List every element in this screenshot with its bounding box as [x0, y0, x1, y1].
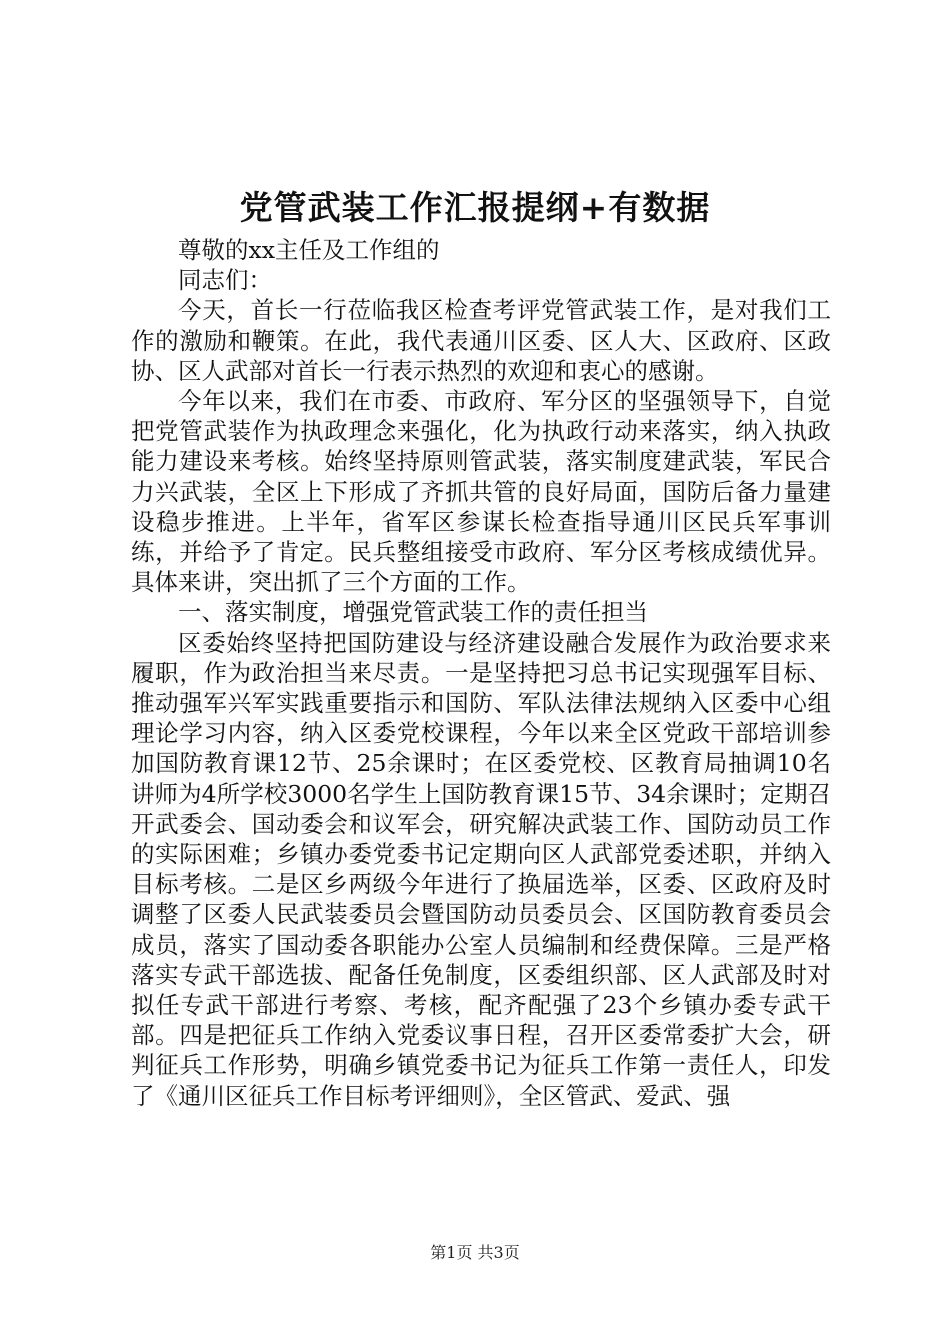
salutation-line-2: 同志们：	[178, 266, 272, 295]
section-heading-1: 一、落实制度，增强党管武装工作的责任担当	[178, 598, 648, 627]
salutation-line-1: 尊敬的xx主任及工作组的	[178, 236, 440, 264]
paragraph-overview: 今年以来，我们在市委、市政府、军分区的坚强领导下，自觉把党管武装作为执政理念来强化，化为执政行动来落实，纳入执政能力建设来考核。始终坚持原则管武装，落实制度建武装，军民合力兴武装，全区上下形成了齐抓共管的良好局面，国防后备力量建设稳步推进。上半年，省军区参谋长检查指导通川区民兵军事训练，并给予了肯定。民兵整组接受市政府、军分区考核成绩优异。具体来讲，突出抓了三个方面的工作。	[131, 387, 831, 597]
document-title: 党管武装工作汇报提纲+有数据	[239, 188, 711, 227]
paragraph-welcome: 今天，首长一行莅临我区检查考评党管武装工作，是对我们工作的激励和鞭策。在此，我代表通川区委、区人大、区政府、区政协、区人武部对首长一行表示热烈的欢迎和衷心的感谢。	[131, 296, 831, 385]
page-number-footer: 第1页 共3页	[430, 1243, 520, 1262]
paragraph-section-1: 区委始终坚持把国防建设与经济建设融合发展作为政治要求来履职，作为政治担当来尽责。一是坚持把习总书记实现强军目标、推动强军兴军实践重要指示和国防、军队法律法规纳入区委中心组理论学习内容，纳入区委党校课程，今年以来全区党政干部培训参加国防教育课12节、25余课时；在区委党校、区教育局抽调10名讲师为4所学校3000名学生上国防教育课15节、34余课时；定期召开武委会、国动委会和议军会，研究解决武装工作、国防动员工作的实际困难；乡镇办委党委书记定期向区人武部党委述职，并纳入目标考核。二是区乡两级今年进行了换届选举，区委、区政府及时调整了区委人民武装委员会暨国防动员委员会、区国防教育委员会成员，落实了国动委各职能办公室人员编制和经费保障。三是严格落实专武干部选拔、配备任免制度，区委组织部、区人武部及时对拟任专武干部进行考察、考核，配齐配强了23个乡镇办委专武干部。四是把征兵工作纳入党委议事日程，召开区委常委扩大会，研判征兵工作形势，明确乡镇党委书记为征兵工作第一责任人，印发了《通川区征兵工作目标考评细则》，全区管武、爱武、强	[131, 628, 831, 1110]
document-body	[131, 235, 831, 1111]
